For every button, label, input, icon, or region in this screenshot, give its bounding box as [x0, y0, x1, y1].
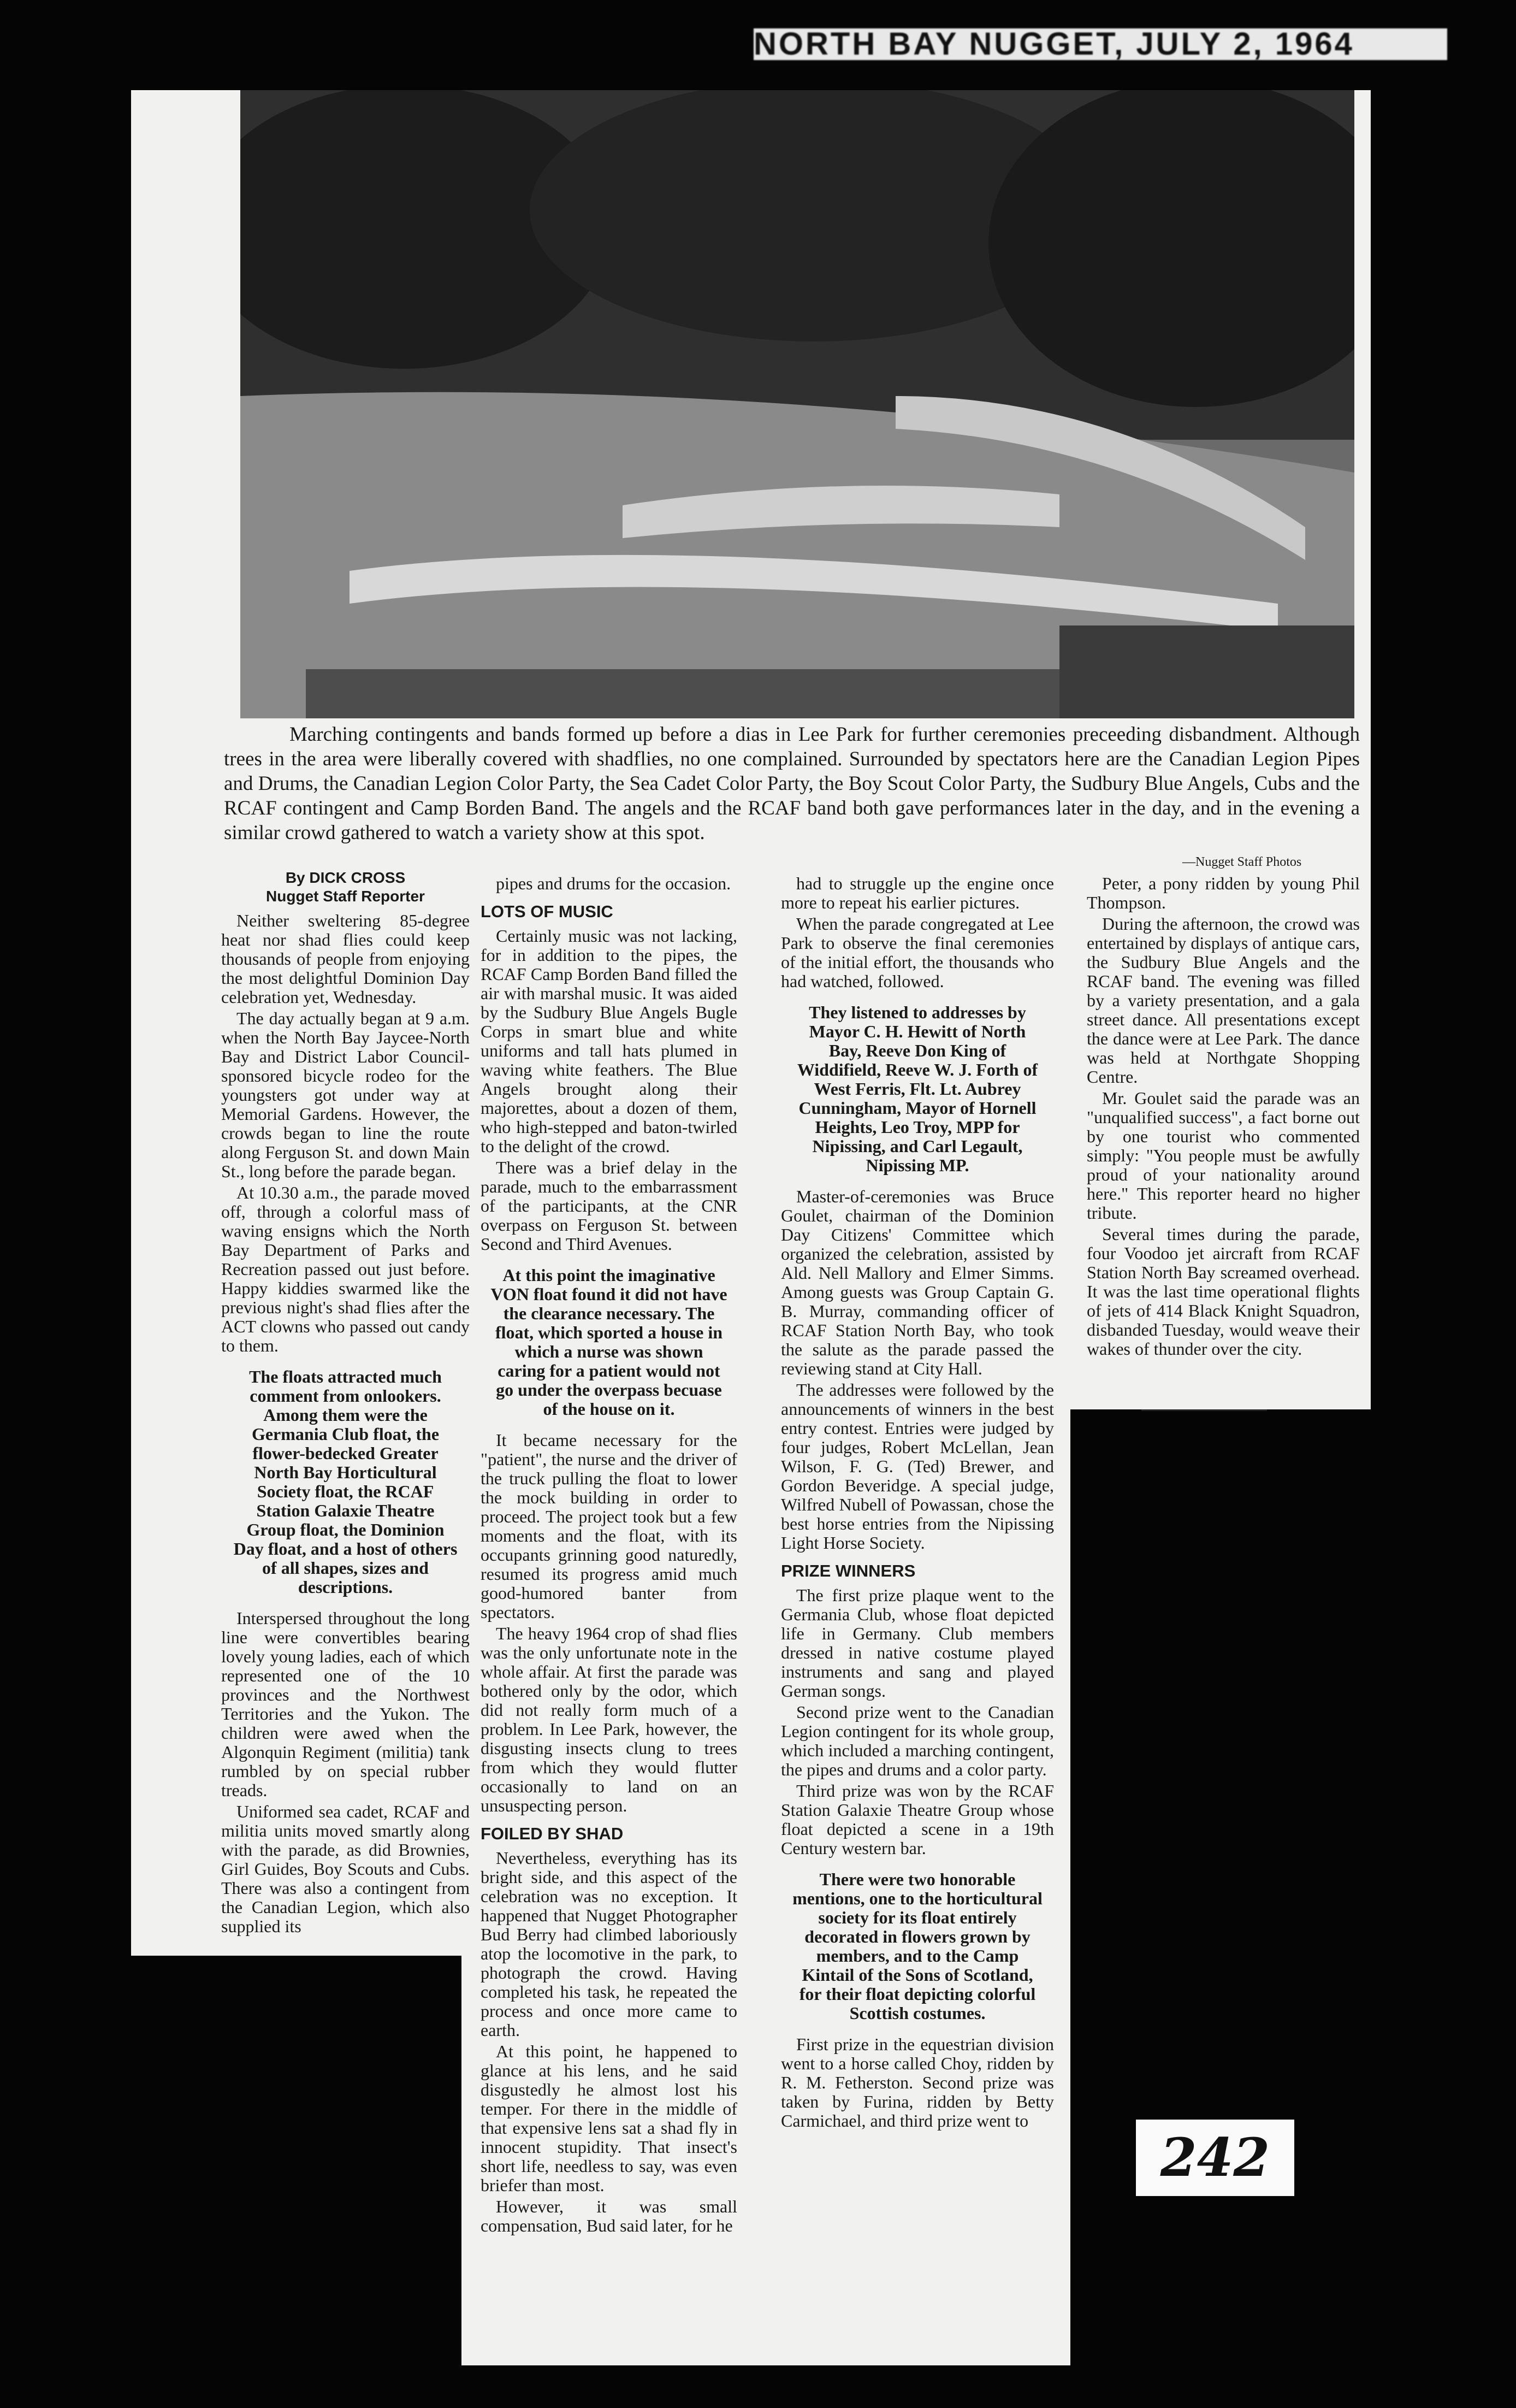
byline	[221, 869, 470, 906]
paragraph: Third prize was won by the RCAF Station Galaxie Theatre Group whose float depicted a scene in a 19th Century western bar.	[781, 1781, 1054, 1858]
paragraph: At 10.30 a.m., the parade moved off, through a colorful mass of waving ensigns which the North Bay Department of Parks and Recreation passed out just before. Happy kiddies swarmed like the previous night's shad flies after the ACT clowns who passed out candy to them.	[221, 1183, 470, 1355]
paragraph: Master-of-ceremonies was Bruce Goulet, chairman of the Dominion Day Citizens' Committee which organized the celebration, assisted by Ald. Nell Mallory and Elmer Simms. Among guests was Group Captain G. B. Murray, commanding officer of RCAF Station North Bay, who took the salute as the parade passed the reviewing stand at City Hall.	[781, 1187, 1054, 1378]
paragraph: When the parade congregated at Lee Park to observe the final ceremonies of the initial effort, the thousands who had watched, followed.	[781, 914, 1054, 991]
paragraph: Peter, a pony ridden by young Phil Thompson.	[1087, 874, 1360, 912]
paragraph: During the afternoon, the crowd was entertained by displays of antique cars, the Sudbury Blue Angels and the RCAF band. The evening was filled by a variety presentation, and a gala street dance. All presentations except the dance were at Lee Park. The dance was held at Northgate Shopping Centre.	[1087, 914, 1360, 1087]
masthead-strip: NORTH BAY NUGGET, JULY 2, 1964	[754, 28, 1447, 60]
paragraph: The day actually began at 9 a.m. when the North Bay Jaycee-North Bay and District Labor Council-sponsored bicycle rodeo for the youngsters got under way at Memorial Gardens. However, the crowds began to line the route along Ferguson St. and down Main St., long before the parade began.	[221, 1008, 470, 1181]
paragraph: Second prize went to the Canadian Legion contingent for its whole group, which included a marching contingent, the pipes and drums and a color party.	[781, 1702, 1054, 1779]
paragraph: Interspersed throughout the long line were convertibles bearing lovely young ladies, each of which represented one of the 10 provinces and the Northwest Territories and the Yukon. The children were awed when the Algonquin Regiment (militia) tank rumbled by on special rubber treads.	[221, 1608, 470, 1800]
paragraph: The addresses were followed by the announcements of winners in the best entry contest. Entries were judged by four judges, Robert McLellan, Jean Wilson, F. G. (Ted) Brewer, and Gordon Beveridge. A special judge, Wilfred Nubell of Powassan, chose the best horse entries from the Nipissing Light Horse Society.	[781, 1380, 1054, 1553]
paragraph: Neither sweltering 85-degree heat nor shad flies could keep thousands of people from enjoying the most delightful Dominion Day celebration yet, Wednesday.	[221, 911, 470, 1007]
photo-credit: —Nugget Staff Photos	[1182, 855, 1302, 869]
subhead-prize-winners: PRIZE WINNERS	[781, 1561, 916, 1580]
article-column-1	[221, 869, 470, 1938]
article-column-2	[481, 874, 737, 2238]
paragraph: The first prize plaque went to the Germania Club, whose float depicted life in Germany. Club members dressed in native costume played instruments and sang and played German songs.	[781, 1585, 1054, 1701]
paragraph: At this point, he happened to glance at his lens, and he said disgustedly he almost lost his temper. For there in the middle of that expensive lens sat a shad fly in innocent stupidity. That insect's short life, needless to say, was even briefer than most.	[481, 2041, 737, 2195]
paragraph: had to struggle up the engine once more to repeat his earlier pictures.	[781, 874, 1054, 912]
paragraph: Uniformed sea cadet, RCAF and militia units moved smartly along with the parade, as did Brownies, Girl Guides, Boy Scouts and Cubs. There was also a contingent from the Canadian Legion, which also supplied its	[221, 1802, 470, 1936]
paragraph: There was a brief delay in the parade, much to the embarrassment of the participants, at the CNR overpass on Ferguson St. between Second and Third Avenues.	[481, 1158, 737, 1254]
highlight-paragraph: They listened to addresses by Mayor C. H. Hewitt of North Bay, Reeve Don King of Widdifield, Reeve W. J. Forth of West Ferris, Flt. Lt. Aubrey Cunningham, Mayor of Hornell Heights, Leo Troy, MPP for Nipissing, and Carl Legault, Nipissing MP.	[797, 1002, 1038, 1175]
photo-caption: Marching contingents and bands formed up before a dias in Lee Park for further ceremonies preceeding disbandment. Although trees in the area were liberally covered with shadflies, no one complained. Surrounded by spectators here are the Canadian Legion Pipes and Drums, the Canadian Legion Color Party, the Sea Cadet Color Party, the Boy Scout Color Party, the Sudbury Blue Angels, Cubs and the RCAF contingent and Camp Borden Band. The angels and the RCAF band both gave performances later in the day, and in the evening a similar crowd gathered to watch a variety show at this spot.	[224, 723, 1360, 844]
highlight-paragraph: There were two honorable mentions, one to the horticultural society for its float entirely decorated in flowers grown by members, and to the Camp Kintail of the Sons of Scotland, for their float depicting colorful Scottish costumes.	[792, 1869, 1043, 2023]
paragraph: pipes and drums for the occasion.	[496, 874, 731, 893]
end-rule	[1141, 1409, 1267, 1411]
article-column-4	[1087, 874, 1360, 1361]
paragraph: Nevertheless, everything has its bright side, and this aspect of the celebration was no exception. It happened that Nugget Photographer Bud Berry had climbed laboriously atop the locomotive in the park, to photograph the crowd. Having completed his task, he repeated the process and once more came to earth.	[481, 1848, 737, 2040]
byline-name: By DICK CROSS	[285, 869, 406, 886]
parade-photo	[240, 90, 1354, 718]
subhead-lots-of-music: LOTS OF MUSIC	[481, 902, 613, 921]
paragraph: First prize in the equestrian division went to a horse called Choy, ridden by R. M. Fetherston. Second prize was taken by Furina, ridden by Betty Carmichael, and third prize went to	[781, 2034, 1054, 2130]
page-number: 242	[1136, 2120, 1294, 2196]
paragraph: However, it was small compensation, Bud said later, for he	[481, 2197, 737, 2235]
article-column-3	[781, 874, 1054, 2133]
subhead-foiled-by-shad: FOILED BY SHAD	[481, 1824, 624, 1843]
paragraph: The heavy 1964 crop of shad flies was the only unfortunate note in the whole affair. At first the parade was bothered only by the odor, which did not really form much of a problem. In Lee Park, however, the disgusting insects clung to trees from which they would flutter occasionally to land on an unsuspecting person.	[481, 1624, 737, 1815]
paragraph: It became necessary for the "patient", the nurse and the driver of the truck pulling the float to lower the mock building in order to proceed. The project took but a few moments and the float, with its occupants grinning good naturedly, resumed its progress amid much good-humored banter from spectators.	[481, 1430, 737, 1622]
highlight-paragraph: At this point the imaginative VON float found it did not have the clearance necessary. The float, which sported a house in which a nurse was shown caring for a patient would not go under the overpass becuase of the house on it.	[490, 1265, 727, 1419]
byline-title: Nugget Staff Reporter	[266, 888, 425, 905]
paragraph: Mr. Goulet said the parade was an "unqualified success", a fact borne out by one tourist who commented simply: "You people must be awfully proud of your nationality around here." This reporter heard no higher tribute.	[1087, 1088, 1360, 1223]
paragraph: Several times during the parade, four Voodoo jet aircraft from RCAF Station North Bay screamed overhead. It was the last time operational flights of jets of 414 Black Knight Squadron, disbanded Tuesday, would weave their wakes of thunder over the city.	[1087, 1224, 1360, 1359]
paragraph: Certainly music was not lacking, for in addition to the pipes, the RCAF Camp Borden Band filled the air with marshal music. It was aided by the Sudbury Blue Angels Bugle Corps in smart blue and white uniforms and tall hats plumed in waving white feathers. The Blue Angels brought along their majorettes, about a dozen of them, who high-stepped and baton-twirled to the delight of the crowd.	[481, 926, 737, 1156]
highlight-paragraph: The floats attracted much comment from onlookers. Among them were the Germania Club float, the flower-bedecked Greater North Bay Horticultural Society float, the RCAF Station Galaxie Theatre Group float, the Dominion Day float, and a host of others of all shapes, sizes and descriptions.	[233, 1367, 458, 1597]
